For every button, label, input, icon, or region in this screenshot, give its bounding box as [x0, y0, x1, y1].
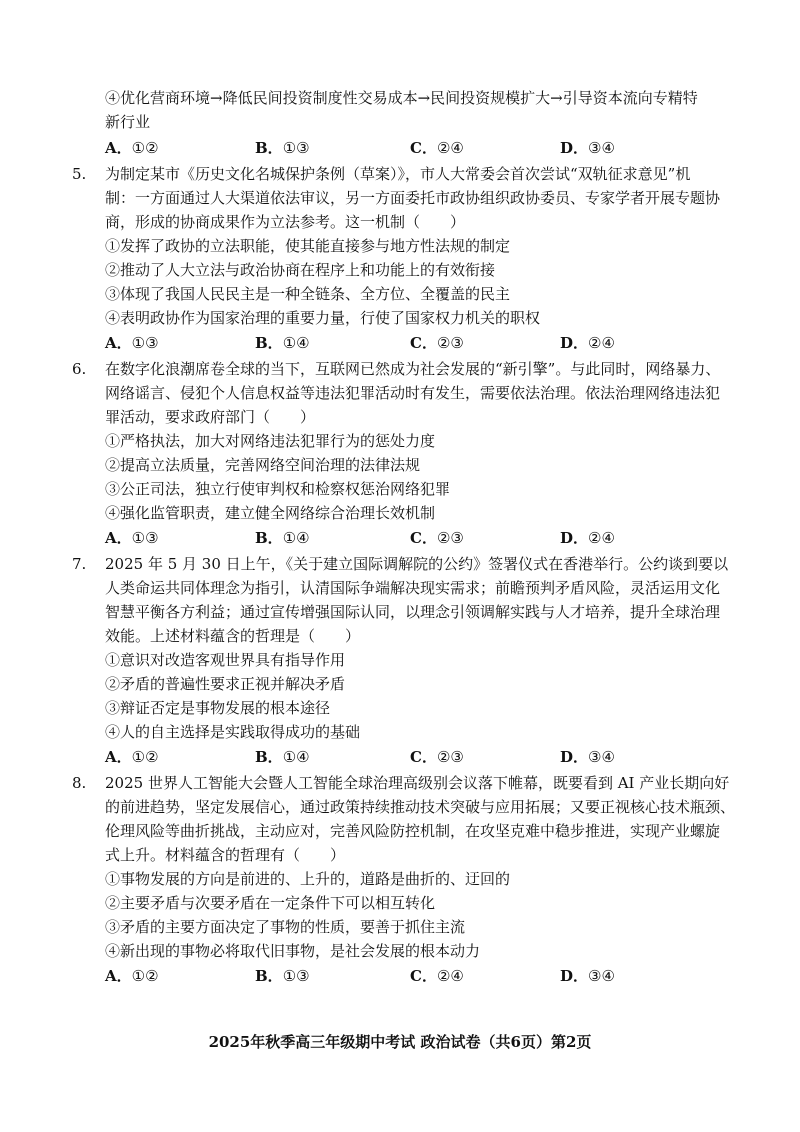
prev-option-line: 新行业: [105, 113, 151, 131]
option-b: B．①③: [255, 139, 310, 157]
statement: ①意识对改造客观世界具有指导作用: [105, 651, 346, 669]
question-number: 5.: [72, 165, 87, 183]
answer-options: [105, 747, 665, 767]
option-a: A．①②: [105, 967, 159, 985]
question-text: 罪活动，要求政府部门（ ）: [105, 408, 316, 426]
statement: ②提高立法质量，完善网络空间治理的法律法规: [105, 456, 421, 474]
statement: ④强化监管职责，建立健全网络综合治理长效机制: [105, 504, 436, 522]
question-text: 式上升。材料蕴含的哲理有（ ）: [105, 846, 346, 864]
question-number: 8.: [72, 774, 87, 792]
option-d: D．②④: [560, 529, 615, 547]
option-a: A．①③: [105, 529, 159, 547]
statement: ③体现了我国人民民主是一种全链条、全方位、全覆盖的民主: [105, 285, 511, 303]
option-a: A．①②: [105, 748, 159, 766]
answer-options: [105, 528, 665, 548]
question-number: 7.: [72, 555, 87, 573]
question-text: 效能。上述材料蕴含的哲理是（ ）: [105, 627, 361, 645]
option-b: B．①④: [255, 529, 310, 547]
option-b: B．①④: [255, 334, 310, 352]
statement: ②推动了人大立法与政治协商在程序上和功能上的有效衔接: [105, 261, 496, 279]
question-text: 网络谣言、侵犯个人信息权益等违法犯罪活动时有发生，需要依法治理。依法治理网络违法犯: [105, 384, 721, 402]
prev-option-line: ④优化营商环境→降低民间投资制度性交易成本→民间投资规模扩大→引导资本流向专精特: [105, 89, 698, 107]
option-c: C．②③: [410, 748, 464, 766]
statement: ①严格执法，加大对网络违法犯罪行为的惩处力度: [105, 432, 436, 450]
statement: ③矛盾的主要方面决定了事物的性质，要善于抓住主流: [105, 918, 466, 936]
option-d: D．③④: [560, 967, 615, 985]
statement: ②矛盾的普遍性要求正视并解决矛盾: [105, 675, 346, 693]
option-d: D．②④: [560, 334, 615, 352]
question-number: 6.: [72, 360, 87, 378]
question-text: 2025 年 5 月 30 日上午，《关于建立国际调解院的公约》签署仪式在香港举行。公约谈到要以: [105, 555, 729, 573]
question-text: 人类命运共同体理念为指引，认清国际争端解决现实需求；前瞻预判矛盾风险，灵活运用文化: [105, 579, 721, 597]
option-a: A．①③: [105, 334, 159, 352]
statement: ④表明政协作为国家治理的重要力量，行使了国家权力机关的职权: [105, 309, 541, 327]
question-text: 的前进趋势，坚定发展信心，通过政策持续推动技术突破与应用拓展；又要正视核心技术瓶颈、: [105, 798, 736, 816]
statement: ③公正司法，独立行使审判权和检察权惩治网络犯罪: [105, 480, 451, 498]
option-d: D．③④: [560, 748, 615, 766]
statement: ④人的自主选择是实践取得成功的基础: [105, 723, 361, 741]
page-footer: 2025年秋季高三年级期中考试 政治试卷（共6页）第2页: [208, 1033, 592, 1051]
statement: ②主要矛盾与次要矛盾在一定条件下可以相互转化: [105, 894, 436, 912]
statement: ①发挥了政协的立法职能，使其能直接参与地方性法规的制定: [105, 237, 511, 255]
option-c: C．②③: [410, 334, 464, 352]
answer-options: [105, 333, 665, 353]
option-b: B．①③: [255, 967, 310, 985]
option-c: C．②③: [410, 529, 464, 547]
statement: ④新出现的事物必将取代旧事物，是社会发展的根本动力: [105, 942, 481, 960]
question-text: 2025 世界人工智能大会暨人工智能全球治理高级别会议落下帷幕，既要看到 AI 产业长期向好: [105, 774, 730, 792]
question-text: 制：一方面通过人大渠道依法审议，另一方面委托市政协组织政协委员、专家学者开展专题协: [105, 189, 721, 207]
option-c: C．②④: [410, 139, 464, 157]
statement: ①事物发展的方向是前进的、上升的，道路是曲折的、迂回的: [105, 870, 511, 888]
answer-options: [105, 138, 665, 158]
answer-options: [105, 966, 665, 986]
question-text: 商，形成的协商成果作为立法参考。这一机制（ ）: [105, 213, 466, 231]
option-d: D．③④: [560, 139, 615, 157]
question-text: 智慧平衡各方利益；通过宣传增强国际认同，以理念引领调解实践与人才培养，提升全球治理: [105, 603, 721, 621]
option-a: A．①②: [105, 139, 159, 157]
option-c: C．②④: [410, 967, 464, 985]
option-b: B．①④: [255, 748, 310, 766]
statement: ③辩证否定是事物发展的根本途径: [105, 699, 331, 717]
question-text: 伦理风险等曲折挑战，主动应对，完善风险防控机制，在攻坚克难中稳步推进，实现产业螺旋: [105, 822, 721, 840]
question-text: 在数字化浪潮席卷全球的当下，互联网已然成为社会发展的“新引擎”。与此同时，网络暴力、: [105, 360, 721, 378]
question-text: 为制定某市《历史文化名城保护条例（草案）》，市人大常委会首次尝试“双轨征求意见”机: [105, 165, 691, 183]
